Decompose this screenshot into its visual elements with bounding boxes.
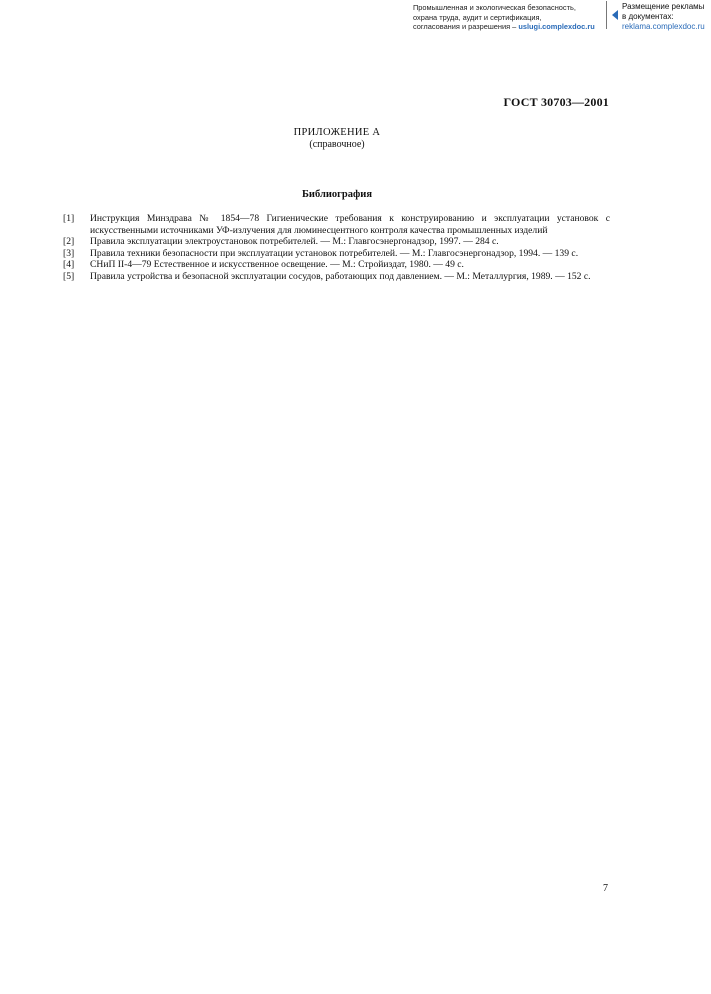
header-ad-divider [606, 1, 607, 29]
ad-advertising-line-2: в документах: [622, 12, 674, 21]
bibliography-entry [63, 213, 610, 236]
arrow-left-icon [612, 10, 618, 20]
appendix-subtitle: (справочное) [309, 139, 365, 150]
bibliography-entry [63, 248, 610, 260]
bibliography-entry-text: Правила эксплуатации электроустановок потребителей. — М.: Главгосэнергонадзор, 1997. — 284 с. [90, 236, 499, 248]
ad-services-link[interactable]: uslugi.complexdoc.ru [518, 22, 595, 32]
bibliography-entry-text: Правила техники безопасности при эксплуатации установок потребителей. — М.: Главгосэнергонадзор, 1994. — 139 с. [90, 247, 579, 259]
bibliography-entry-number: [4] [63, 259, 75, 271]
bibliography-entry-text: Инструкция Минздрава № 1854—78 Гигиенические требования к конструированию и эксплуатации установок с искусственными источниками УФ-излучения для люминесцентного контроля качества промышленных изделий [90, 213, 610, 236]
ad-services-line-3-text: согласования и разрешения – [413, 22, 519, 32]
bibliography-entry-number: [1] [63, 213, 75, 224]
ad-services-line-2: охрана труда, аудит и сертификация, [413, 12, 542, 22]
bibliography-entry [63, 236, 610, 248]
bibliography-heading: Библиография [301, 189, 373, 200]
ad-services-line-3 [413, 22, 603, 32]
document-code: ГОСТ 30703—2001 [503, 95, 609, 109]
bibliography-entry-text: Правила устройства и безопасной эксплуатации сосудов, работающих под давлением. — М.: Металлургия, 1989. — 152 с. [90, 270, 591, 282]
ad-advertising-link[interactable]: reklama.complexdoc.ru [622, 22, 705, 31]
appendix-title: ПРИЛОЖЕНИЕ А [293, 127, 381, 138]
bibliography-list [63, 213, 610, 283]
bibliography-entry [63, 259, 610, 271]
bibliography-entry-text: СНиП II-4—79 Естественное и искусственное освещение. — М.: Стройиздат, 1980. — 49 с. [90, 259, 464, 271]
header-ad-advertising [622, 2, 711, 32]
ad-advertising-line-1: Размещение рекламы [622, 2, 705, 11]
bibliography-entry-number: [3] [63, 247, 75, 259]
bibliography-entry-number: [2] [63, 236, 75, 248]
bibliography-entry [63, 271, 610, 283]
header-ad-services [413, 3, 603, 32]
ad-services-line-1: Промышленная и экологическая безопасность, [413, 3, 576, 12]
page-number: 7 [603, 883, 608, 894]
bibliography-entry-number: [5] [63, 270, 75, 282]
